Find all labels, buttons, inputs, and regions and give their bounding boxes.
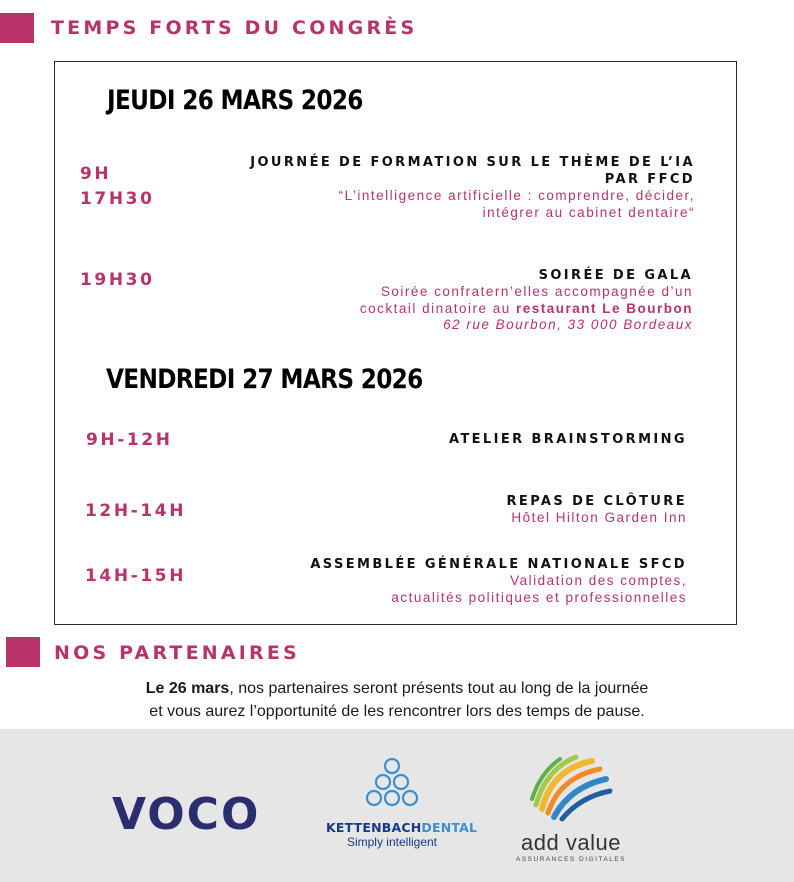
event — [507, 493, 688, 527]
venue-name: restaurant Le Bourbon — [515, 300, 693, 316]
event-time: 19H30 — [80, 270, 155, 290]
event — [250, 154, 695, 221]
partners-intro: Le 26 mars, nos partenaires seront présents tout au long de la journée et vous aurez l’opportunité de les rencontrer lors des temps de pause. — [145, 680, 649, 720]
event-time: 9H 17H30 — [80, 164, 155, 209]
section-marker — [0, 13, 34, 43]
partners-title: NOS PARTENAIRES — [54, 642, 300, 664]
event-time: 9H-12H — [86, 430, 173, 450]
day-title: JEUDI 26 MARS 2026 — [107, 85, 363, 116]
event-title: SOIRÉE DE GALA — [538, 268, 693, 283]
event — [360, 267, 693, 334]
event-title: ASSEMBLÉE GÉNÉRALE NATIONALE SFCD — [310, 557, 687, 572]
addvalue-swoosh-icon — [514, 747, 628, 825]
event-description: Validation des comptes, actualités politiques et professionnelles — [391, 573, 687, 605]
event-description: “L’intelligence artificielle : comprendre, décider, intégrer au cabinet dentaire“ — [338, 188, 695, 220]
event — [310, 556, 687, 606]
event-description: Soirée confratern’elles accompagnée d’un cocktail dinatoire au restaurant Le Bourbon 62 rue Bourbon, 33 000 Bordeaux — [359, 284, 693, 332]
event — [449, 431, 687, 448]
event-time: 12H-14H — [85, 501, 187, 521]
venue-address: 62 rue Bourbon, 33 000 Bordeaux — [443, 317, 693, 332]
partners-logo-band — [0, 729, 794, 882]
event-title: JOURNÉE DE FORMATION SUR LE THÈME DE L’IA PAR FFCD — [250, 155, 695, 187]
addvalue-logo: add value ASSURANCES DIGITALES — [514, 747, 628, 863]
kettenbach-logo: KETTENBACHDENTAL Simply intelligent — [326, 751, 458, 849]
event-title: ATELIER BRAINSTORMING — [448, 432, 687, 447]
section-marker — [6, 637, 40, 667]
event-time: 14H-15H — [85, 566, 187, 586]
event-title: REPAS DE CLÔTURE — [506, 494, 687, 509]
kettenbach-rings-icon — [326, 751, 458, 815]
event-description: Hôtel Hilton Garden Inn — [511, 510, 687, 525]
program-box — [54, 61, 737, 625]
highlights-title: TEMPS FORTS DU CONGRÈS — [51, 17, 418, 39]
voco-logo: VOCO — [112, 789, 261, 840]
day-title: VENDREDI 27 MARS 2026 — [106, 364, 423, 395]
